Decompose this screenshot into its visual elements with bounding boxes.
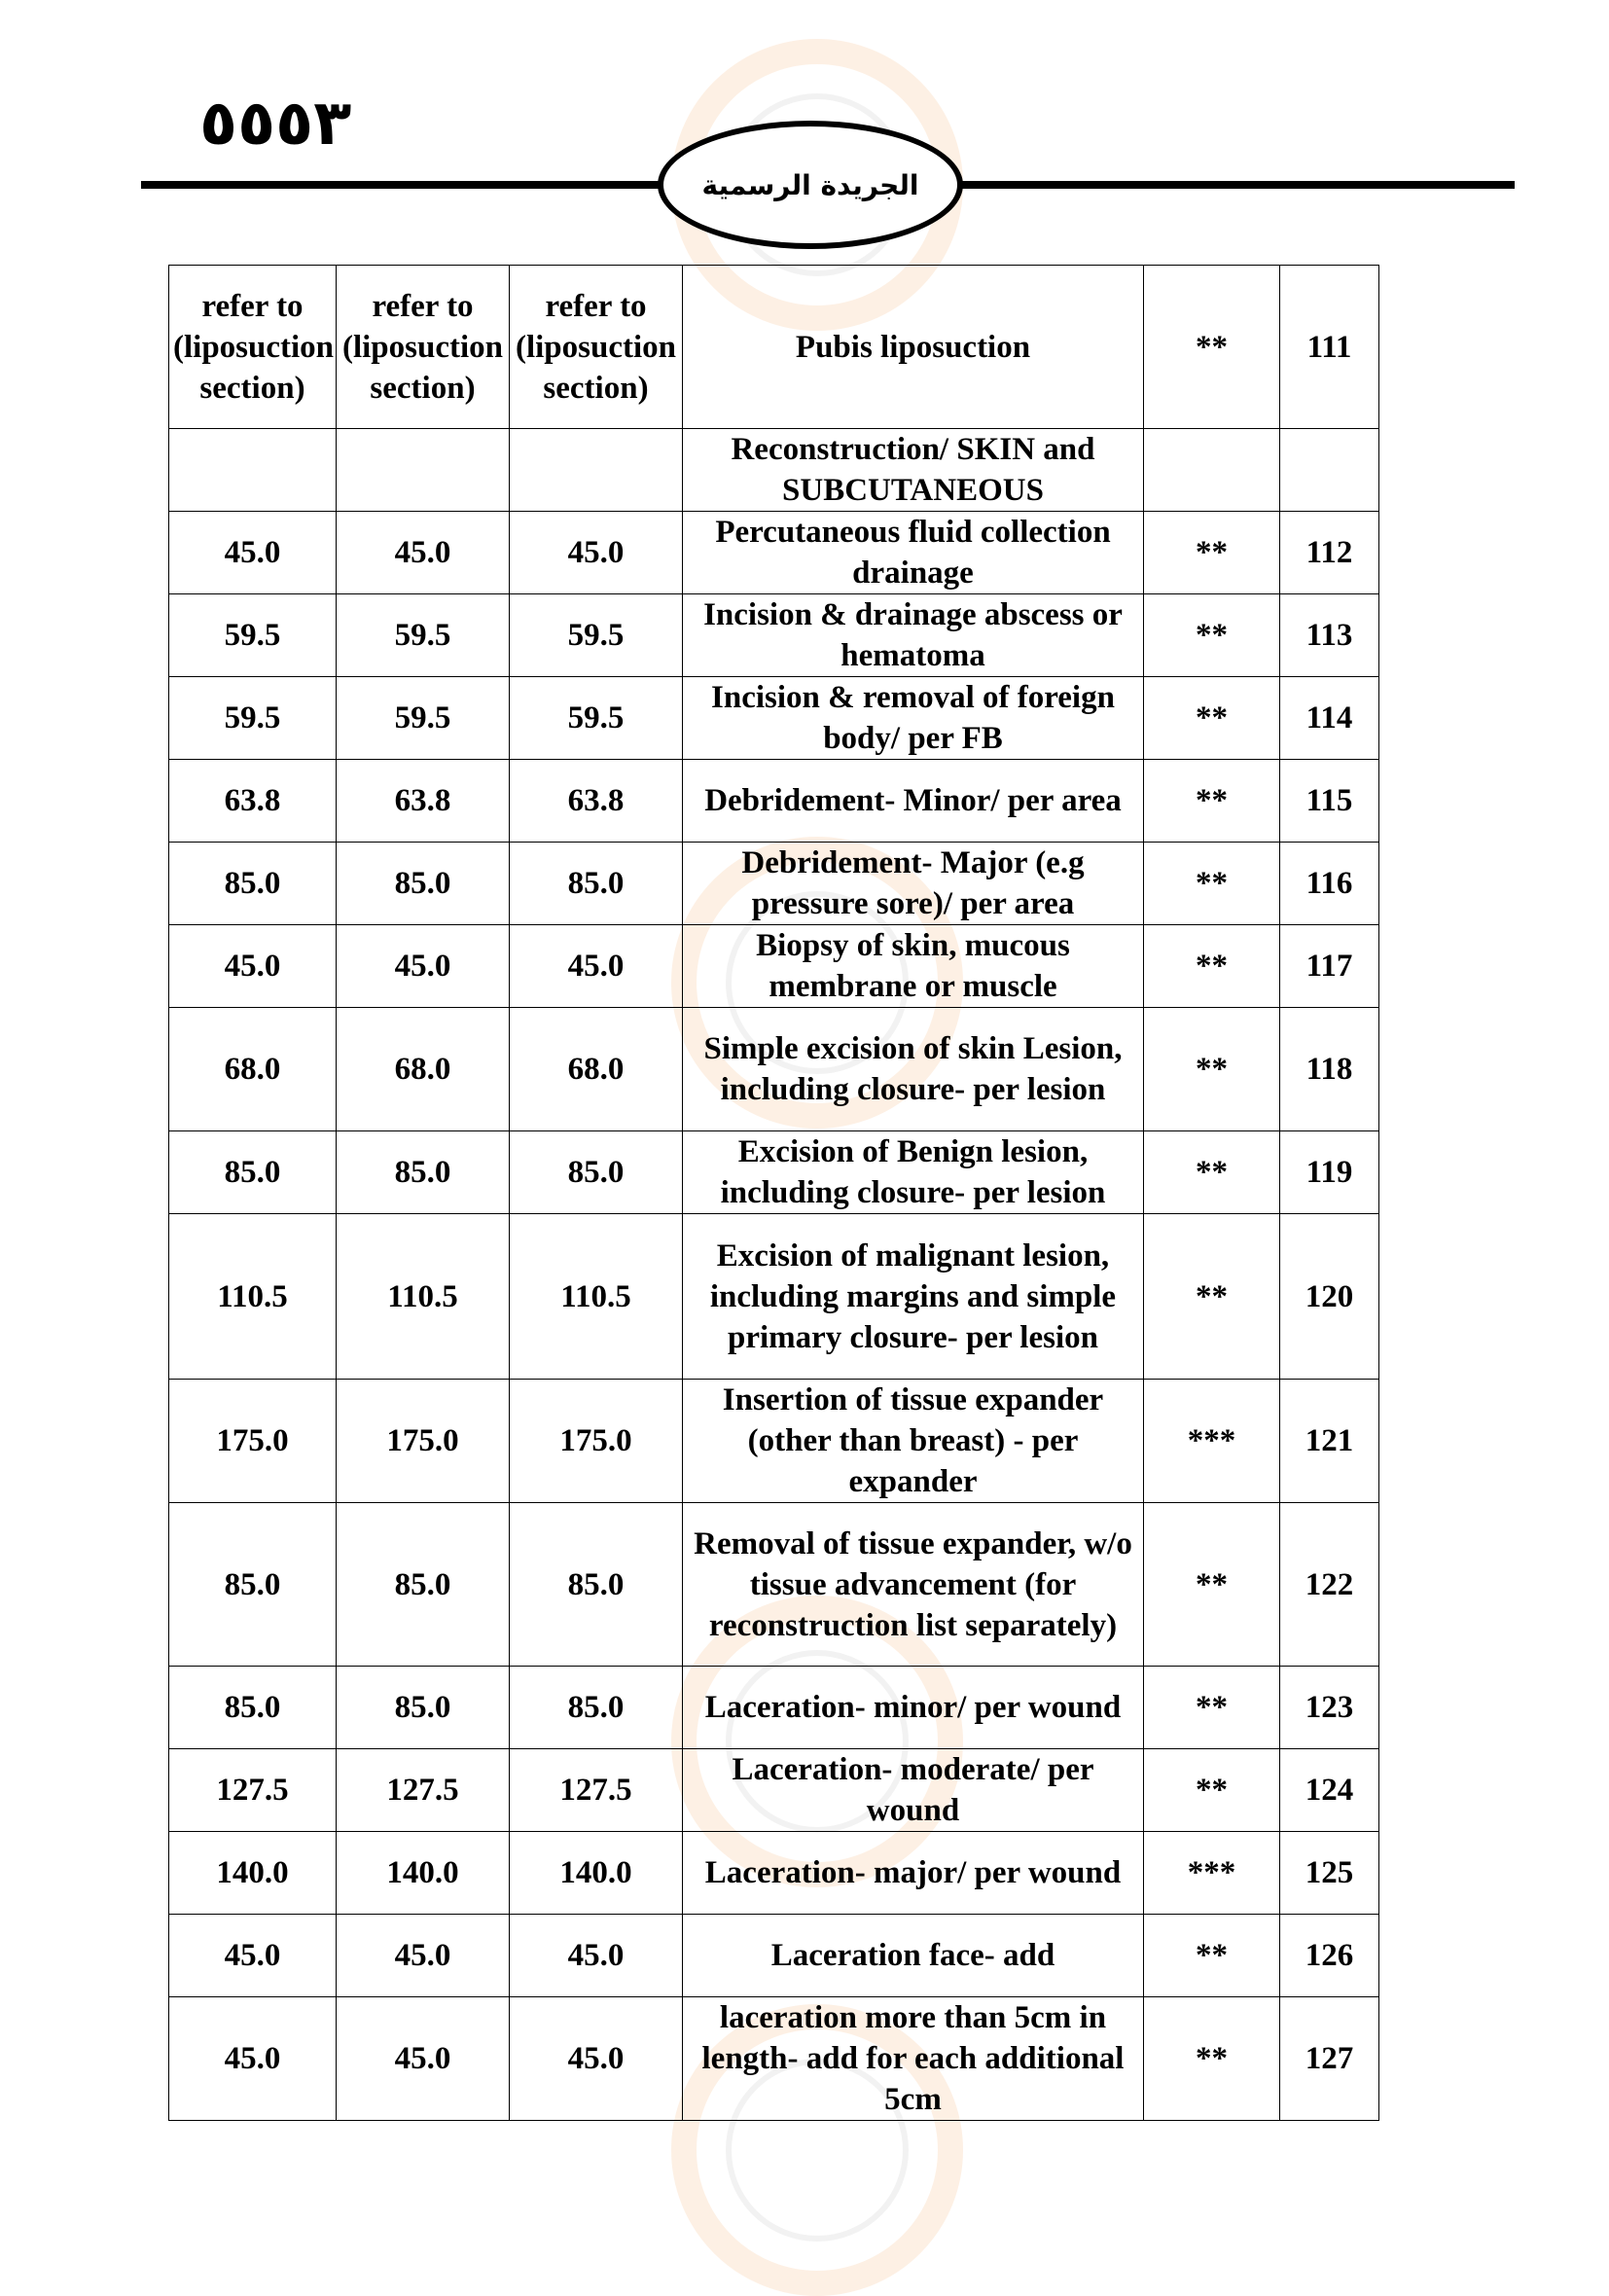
table-row <box>169 843 1379 925</box>
table-row <box>169 1832 1379 1915</box>
table-row <box>169 1214 1379 1380</box>
table-row <box>169 512 1379 594</box>
procedure-cell: Incision & removal of foreign body/ per FB <box>683 677 1144 760</box>
fee-cell-3: 45.0 <box>510 1997 683 2121</box>
number-cell: 120 <box>1280 1214 1379 1380</box>
level-cell: ** <box>1144 1997 1280 2121</box>
table-row <box>169 677 1379 760</box>
level-cell: ** <box>1144 266 1280 429</box>
procedure-cell: Debridement- Minor/ per area <box>683 760 1144 843</box>
level-cell: ** <box>1144 1915 1280 1997</box>
fee-cell-1: 45.0 <box>169 512 337 594</box>
table-row <box>169 1503 1379 1667</box>
level-cell: ** <box>1144 760 1280 843</box>
number-cell: 122 <box>1280 1503 1379 1667</box>
fee-cell-3: 63.8 <box>510 760 683 843</box>
fee-cell-2: 85.0 <box>337 843 510 925</box>
fee-cell-1: 110.5 <box>169 1214 337 1380</box>
procedure-cell: laceration more than 5cm in length- add for each additional 5cm <box>683 1997 1144 2121</box>
fee-cell-2: 140.0 <box>337 1832 510 1915</box>
level-cell: ** <box>1144 925 1280 1008</box>
number-cell: 118 <box>1280 1008 1379 1131</box>
page-number: ٥٥٥٣ <box>199 88 352 160</box>
fee-cell-1: 45.0 <box>169 925 337 1008</box>
procedure-cell: Laceration- moderate/ per wound <box>683 1749 1144 1832</box>
fee-cell-1: 45.0 <box>169 1997 337 2121</box>
fee-cell-2: 127.5 <box>337 1749 510 1832</box>
procedure-cell: Laceration- major/ per wound <box>683 1832 1144 1915</box>
procedure-cell: Pubis liposuction <box>683 266 1144 429</box>
fee-cell-3: 175.0 <box>510 1380 683 1503</box>
fee-cell-3: 85.0 <box>510 843 683 925</box>
procedure-cell: Laceration- minor/ per wound <box>683 1667 1144 1749</box>
fee-cell-3: 85.0 <box>510 1131 683 1214</box>
fee-cell-1: 140.0 <box>169 1832 337 1915</box>
fee-cell-3: 140.0 <box>510 1832 683 1915</box>
number-cell: 115 <box>1280 760 1379 843</box>
fee-cell-3: 59.5 <box>510 594 683 677</box>
level-cell: ** <box>1144 1131 1280 1214</box>
fee-cell-2: 85.0 <box>337 1503 510 1667</box>
fee-cell-1 <box>169 429 337 512</box>
number-cell <box>1280 429 1379 512</box>
fee-cell-2: 45.0 <box>337 512 510 594</box>
table-row <box>169 1380 1379 1503</box>
fee-cell-2: refer to (liposuction section) <box>337 266 510 429</box>
number-cell: 117 <box>1280 925 1379 1008</box>
fee-cell-2: 68.0 <box>337 1008 510 1131</box>
fee-cell-1: 85.0 <box>169 1667 337 1749</box>
fee-cell-3: 45.0 <box>510 1915 683 1997</box>
number-cell: 127 <box>1280 1997 1379 2121</box>
procedure-cell: Incision & drainage abscess or hematoma <box>683 594 1144 677</box>
procedure-cell: Simple excision of skin Lesion, including closure- per lesion <box>683 1008 1144 1131</box>
fee-cell-1: 175.0 <box>169 1380 337 1503</box>
fee-cell-1: 59.5 <box>169 594 337 677</box>
number-cell: 123 <box>1280 1667 1379 1749</box>
fee-cell-1: 59.5 <box>169 677 337 760</box>
fee-cell-1: 127.5 <box>169 1749 337 1832</box>
fee-cell-3: 68.0 <box>510 1008 683 1131</box>
fee-cell-1: 63.8 <box>169 760 337 843</box>
procedure-cell: Laceration face- add <box>683 1915 1144 1997</box>
number-cell: 119 <box>1280 1131 1379 1214</box>
procedure-cell: Excision of malignant lesion, including margins and simple primary closure- per lesion <box>683 1214 1144 1380</box>
number-cell: 112 <box>1280 512 1379 594</box>
table-row <box>169 925 1379 1008</box>
number-cell: 111 <box>1280 266 1379 429</box>
level-cell: ** <box>1144 1667 1280 1749</box>
table-row <box>169 1915 1379 1997</box>
fee-cell-3: 59.5 <box>510 677 683 760</box>
fee-cell-2: 85.0 <box>337 1667 510 1749</box>
procedure-cell: Percutaneous fluid collection drainage <box>683 512 1144 594</box>
number-cell: 121 <box>1280 1380 1379 1503</box>
fee-cell-1: 85.0 <box>169 1503 337 1667</box>
fees-table <box>168 265 1379 2121</box>
number-cell: 125 <box>1280 1832 1379 1915</box>
fee-cell-1: refer to (liposuction section) <box>169 266 337 429</box>
number-cell: 124 <box>1280 1749 1379 1832</box>
fee-cell-1: 68.0 <box>169 1008 337 1131</box>
level-cell: *** <box>1144 1380 1280 1503</box>
gazette-title-oval <box>658 121 963 249</box>
level-cell: ** <box>1144 1214 1280 1380</box>
number-cell: 126 <box>1280 1915 1379 1997</box>
fee-cell-2: 45.0 <box>337 925 510 1008</box>
procedure-cell: Excision of Benign lesion, including closure- per lesion <box>683 1131 1144 1214</box>
fee-cell-1: 85.0 <box>169 843 337 925</box>
table-row <box>169 1131 1379 1214</box>
fee-cell-2: 45.0 <box>337 1915 510 1997</box>
fee-cell-1: 45.0 <box>169 1915 337 1997</box>
table-row <box>169 429 1379 512</box>
number-cell: 114 <box>1280 677 1379 760</box>
fee-cell-3: 45.0 <box>510 925 683 1008</box>
procedure-cell: Insertion of tissue expander (other than breast) - per expander <box>683 1380 1144 1503</box>
procedure-cell: Removal of tissue expander, w/o tissue advancement (for reconstruction list separately) <box>683 1503 1144 1667</box>
gazette-title: الجريدة الرسمية <box>701 168 919 201</box>
table-row <box>169 266 1379 429</box>
fee-cell-2: 85.0 <box>337 1131 510 1214</box>
level-cell: ** <box>1144 1503 1280 1667</box>
fee-cell-2: 63.8 <box>337 760 510 843</box>
fee-cell-2: 175.0 <box>337 1380 510 1503</box>
level-cell: ** <box>1144 512 1280 594</box>
fee-cell-3: 85.0 <box>510 1503 683 1667</box>
fee-cell-3: 85.0 <box>510 1667 683 1749</box>
fee-cell-3: 45.0 <box>510 512 683 594</box>
fee-cell-2: 59.5 <box>337 594 510 677</box>
table-row <box>169 1997 1379 2121</box>
procedure-cell: Debridement- Major (e.g pressure sore)/ per area <box>683 843 1144 925</box>
fee-cell-3 <box>510 429 683 512</box>
level-cell: ** <box>1144 843 1280 925</box>
level-cell: ** <box>1144 677 1280 760</box>
table-row <box>169 1749 1379 1832</box>
level-cell <box>1144 429 1280 512</box>
fee-cell-2: 59.5 <box>337 677 510 760</box>
fee-cell-2: 110.5 <box>337 1214 510 1380</box>
section-heading-cell: Reconstruction/ SKIN and SUBCUTANEOUS <box>683 429 1144 512</box>
fee-cell-2: 45.0 <box>337 1997 510 2121</box>
level-cell: ** <box>1144 1008 1280 1131</box>
fee-cell-1: 85.0 <box>169 1131 337 1214</box>
table-row <box>169 1008 1379 1131</box>
fee-cell-3: 127.5 <box>510 1749 683 1832</box>
table-row <box>169 594 1379 677</box>
fee-cell-3: 110.5 <box>510 1214 683 1380</box>
level-cell: ** <box>1144 1749 1280 1832</box>
fee-cell-3: refer to (liposuction section) <box>510 266 683 429</box>
number-cell: 116 <box>1280 843 1379 925</box>
table-row <box>169 760 1379 843</box>
table-row <box>169 1667 1379 1749</box>
level-cell: ** <box>1144 594 1280 677</box>
fee-cell-2 <box>337 429 510 512</box>
number-cell: 113 <box>1280 594 1379 677</box>
level-cell: *** <box>1144 1832 1280 1915</box>
procedure-cell: Biopsy of skin, mucous membrane or muscle <box>683 925 1144 1008</box>
